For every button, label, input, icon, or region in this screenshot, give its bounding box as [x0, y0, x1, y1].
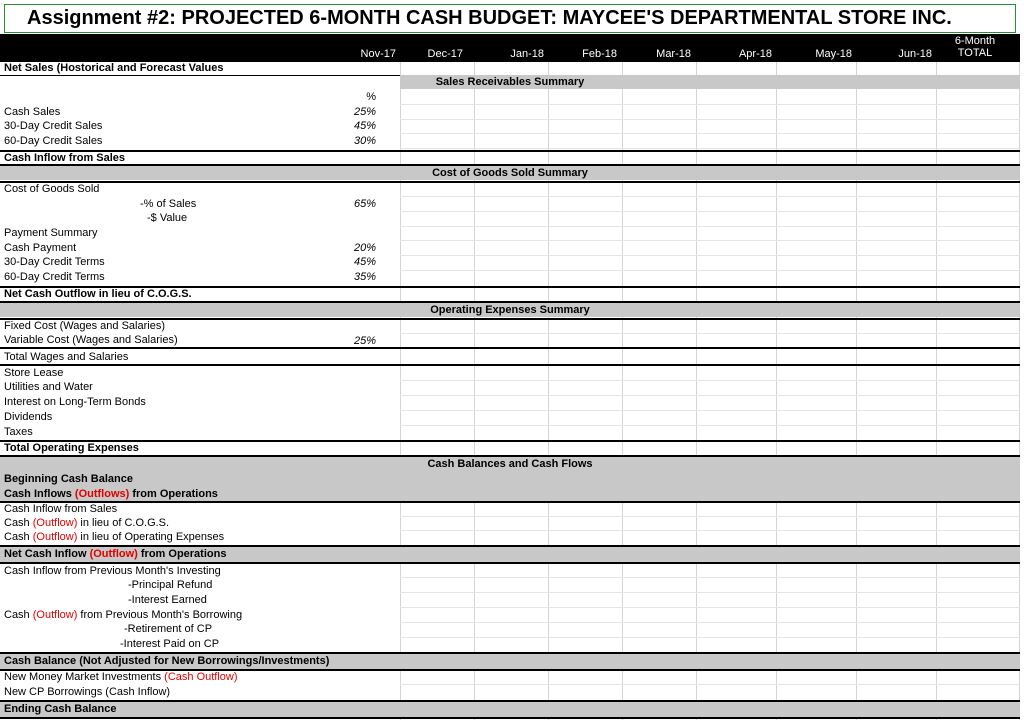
- total-header-line2: TOTAL: [957, 47, 993, 59]
- row-interest-bonds[interactable]: Interest on Long-Term Bonds: [4, 396, 146, 408]
- pct-credit60[interactable]: 30%: [353, 135, 376, 147]
- row-net-ops[interactable]: [4, 548, 226, 561]
- row-beginning-cash[interactable]: Beginning Cash Balance: [4, 473, 133, 485]
- row-dividends[interactable]: Dividends: [4, 411, 53, 423]
- row-net-outflow-cogs[interactable]: Net Cash Outflow in lieu of C.O.G.S.: [4, 288, 192, 300]
- month-header-jan18[interactable]: Jan-18: [510, 48, 544, 60]
- row-prev-invest[interactable]: Cash Inflow from Previous Month's Investing: [4, 565, 221, 577]
- outflow-marker: (Cash Outflow): [164, 671, 238, 683]
- divider: [0, 562, 1020, 564]
- row-cogs-outflow-text: Cash: [4, 517, 33, 529]
- total-header[interactable]: [945, 35, 1005, 59]
- section-title-sales: Sales Receivables Summary: [435, 76, 585, 88]
- row-payment-summary[interactable]: Payment Summary: [4, 227, 98, 239]
- section-title-cash: Cash Balances and Cash Flows: [427, 458, 593, 470]
- pct-cash-payment[interactable]: 20%: [353, 242, 376, 254]
- month-header-jun18[interactable]: Jun-18: [898, 48, 932, 60]
- row-terms60[interactable]: 60-Day Credit Terms: [4, 271, 105, 283]
- month-header-dec17[interactable]: Dec-17: [427, 48, 463, 60]
- pct-cogs[interactable]: 65%: [353, 198, 376, 210]
- row-cash-from-ops-tail: from Operations: [129, 488, 218, 500]
- row-opex-outflow[interactable]: [4, 531, 224, 544]
- row-cash-inflow-sales[interactable]: Cash Inflow from Sales: [4, 152, 126, 164]
- divider: [0, 164, 1020, 166]
- pct-terms30[interactable]: 45%: [353, 256, 376, 268]
- row-total-wages[interactable]: Total Wages and Salaries: [4, 351, 129, 363]
- divider: [0, 652, 1020, 654]
- row-taxes[interactable]: Taxes: [4, 426, 33, 438]
- row-ending-cash[interactable]: Ending Cash Balance: [4, 703, 117, 715]
- divider: [0, 347, 1020, 349]
- row-net-ops-text: Net Cash Inflow: [4, 548, 90, 560]
- divider: [0, 301, 1020, 303]
- divider: [0, 717, 1020, 719]
- month-header-nov17[interactable]: Nov-17: [360, 48, 396, 60]
- row-pct-sales[interactable]: -% of Sales: [140, 198, 197, 210]
- row-net-sales[interactable]: Net Sales (Hostorical and Forecast Values: [4, 62, 224, 74]
- row-variable-cost[interactable]: Variable Cost (Wages and Salaries): [4, 334, 178, 346]
- divider: [0, 440, 1020, 442]
- row-cash-sales[interactable]: Cash Sales: [4, 106, 61, 118]
- row-interest-earned[interactable]: -Interest Earned: [128, 594, 207, 606]
- outflow-marker: (Outflow): [32, 609, 78, 621]
- row-opex-outflow-tail: in lieu of Operating Expenses: [77, 531, 225, 543]
- outflow-marker: (Outflow): [32, 517, 78, 529]
- row-inflow-sales2[interactable]: Cash Inflow from Sales: [4, 503, 118, 515]
- divider: [0, 75, 400, 76]
- row-money-market[interactable]: [4, 671, 238, 684]
- row-cash-from-ops-text: Cash Inflows: [4, 488, 75, 500]
- row-dollar-value[interactable]: -$ Value: [147, 212, 188, 224]
- row-new-cp[interactable]: New CP Borrowings (Cash Inflow): [4, 686, 171, 698]
- outflow-marker: (Outflow): [32, 531, 78, 543]
- divider: [0, 364, 1020, 366]
- month-header-feb18[interactable]: Feb-18: [582, 48, 617, 60]
- row-cash-from-ops[interactable]: [4, 488, 218, 501]
- row-cash-balance-na[interactable]: Cash Balance (Not Adjusted for New Borrowings/Investments): [4, 655, 330, 667]
- pct-cash-sales[interactable]: 25%: [353, 106, 376, 118]
- row-principal-refund[interactable]: -Principal Refund: [128, 579, 213, 591]
- page-title: Assignment #2: PROJECTED 6-MONTH CASH BUDGET: MAYCEE'S DEPARTMENTAL STORE INC.: [4, 4, 1016, 33]
- section-title-cogs: Cost of Goods Sold Summary: [432, 167, 588, 179]
- row-retire-cp[interactable]: -Retirement of CP: [124, 623, 213, 635]
- row-net-ops-tail: from Operations: [137, 548, 227, 560]
- row-cogs[interactable]: Cost of Goods Sold: [4, 183, 100, 195]
- row-cogs-outflow-tail: in lieu of C.O.G.S.: [77, 517, 170, 529]
- divider: [0, 501, 1020, 503]
- divider: [0, 181, 1020, 183]
- pct-terms60[interactable]: 35%: [353, 271, 376, 283]
- row-band-ending-cash: [0, 701, 1020, 717]
- row-total-opex[interactable]: Total Operating Expenses: [4, 442, 139, 454]
- divider: [0, 150, 1020, 152]
- row-cogs-outflow[interactable]: [4, 517, 169, 530]
- pct-symbol[interactable]: %: [366, 91, 376, 103]
- month-header-may18[interactable]: May-18: [815, 48, 852, 60]
- pct-variable[interactable]: 25%: [353, 335, 376, 347]
- row-fixed-cost[interactable]: Fixed Cost (Wages and Salaries): [4, 320, 165, 332]
- row-interest-cp[interactable]: -Interest Paid on CP: [120, 638, 220, 650]
- section-title-opex: Operating Expenses Summary: [430, 304, 590, 316]
- row-credit60[interactable]: 60-Day Credit Sales: [4, 135, 103, 147]
- total-header-line1: 6-Month: [954, 35, 996, 47]
- divider: [0, 545, 1020, 547]
- row-money-market-text: New Money Market Investments: [4, 671, 165, 683]
- row-prev-borrow-tail: from Previous Month's Borrowing: [77, 609, 243, 621]
- row-store-lease[interactable]: Store Lease: [4, 367, 64, 379]
- outflow-marker: (Outflows): [74, 488, 130, 500]
- row-prev-borrow-text: Cash: [4, 609, 33, 621]
- row-terms30[interactable]: 30-Day Credit Terms: [4, 256, 105, 268]
- row-opex-outflow-text: Cash: [4, 531, 33, 543]
- pct-credit30[interactable]: 45%: [353, 120, 376, 132]
- divider: [0, 455, 1020, 457]
- row-prev-borrow[interactable]: [4, 609, 242, 622]
- divider: [0, 700, 1020, 702]
- row-credit30[interactable]: 30-Day Credit Sales: [4, 120, 103, 132]
- row-cash-payment[interactable]: Cash Payment: [4, 242, 77, 254]
- row-utilities[interactable]: Utilities and Water: [4, 381, 93, 393]
- month-header-apr18[interactable]: Apr-18: [738, 48, 772, 60]
- month-header-mar18[interactable]: Mar-18: [656, 48, 691, 60]
- outflow-marker: (Outflow): [89, 548, 138, 560]
